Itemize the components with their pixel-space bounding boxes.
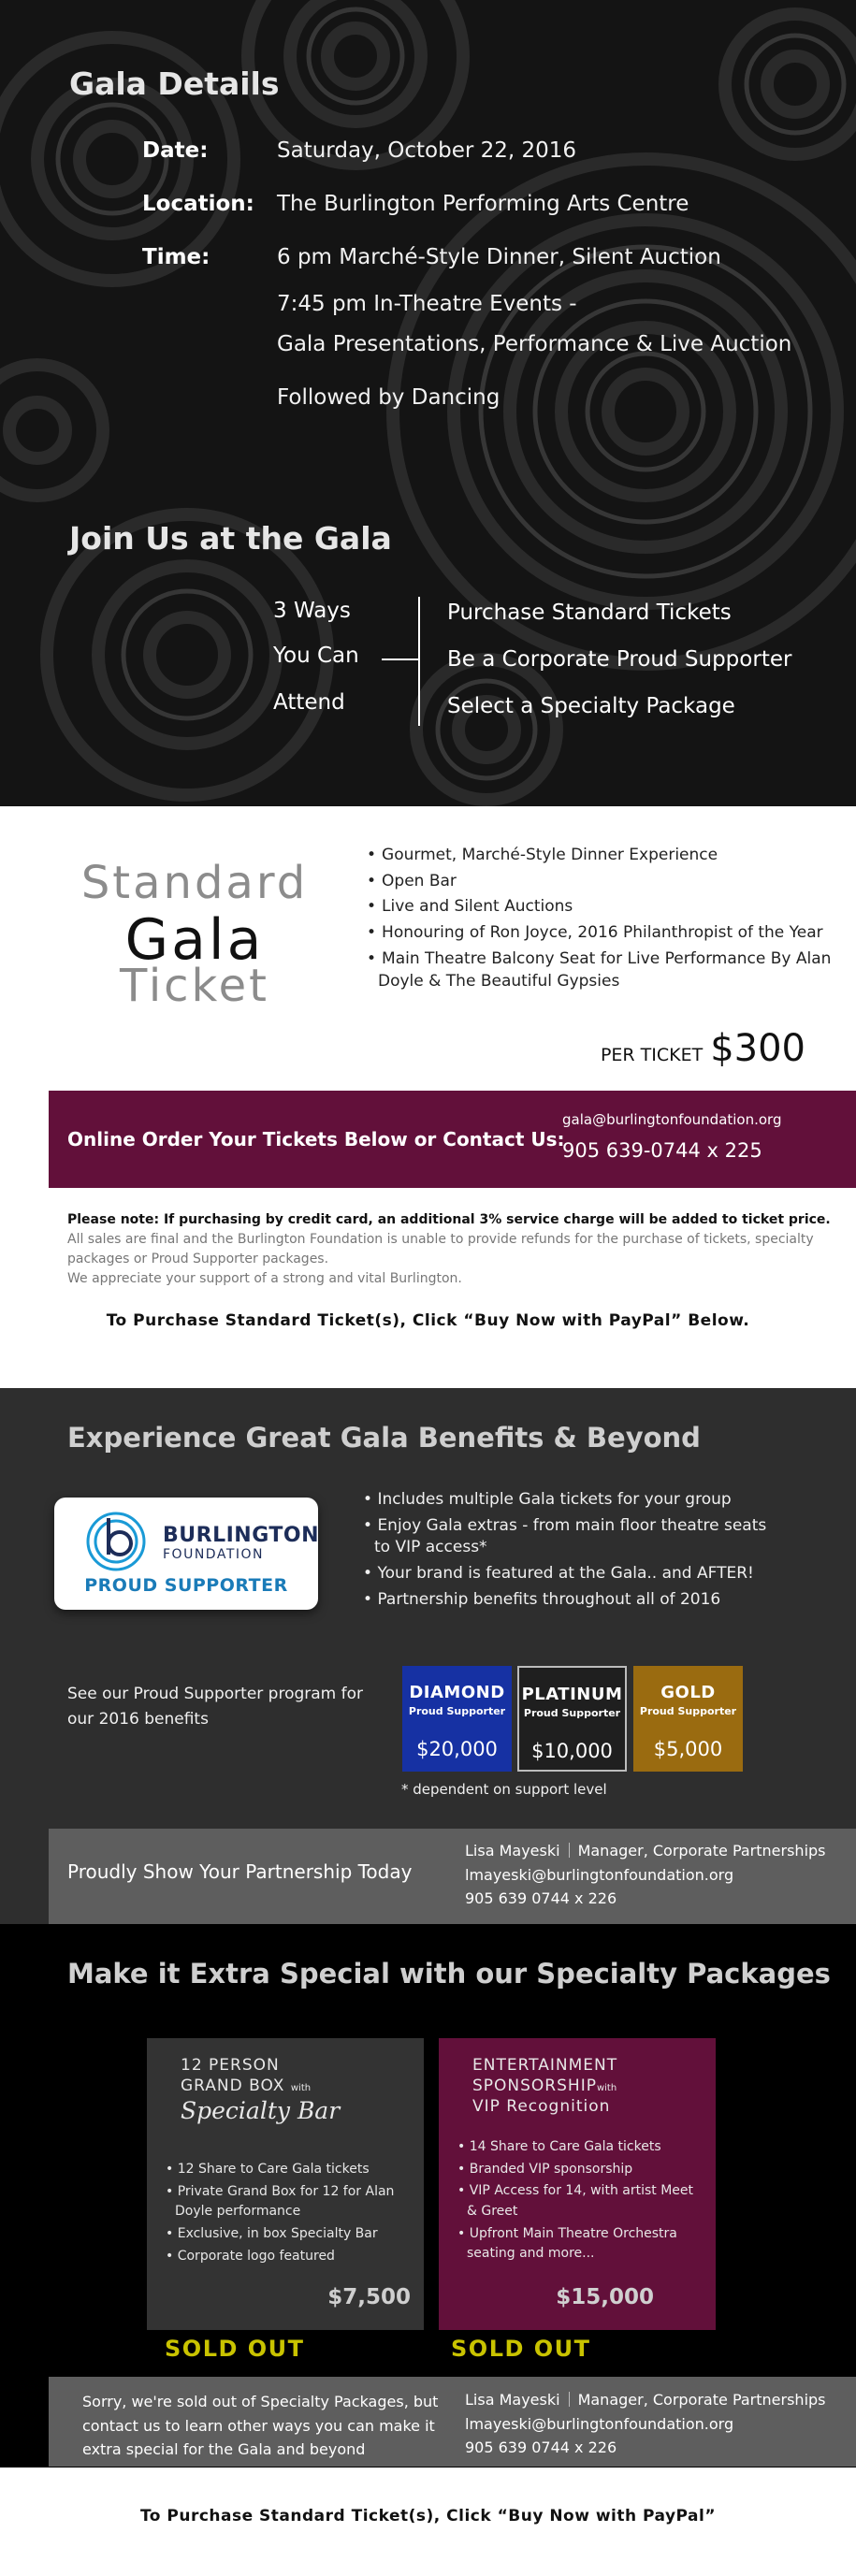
- connector-horizontal: [382, 658, 418, 660]
- list-item: • Your brand is featured at the Gala.. and AFTER!: [363, 1563, 754, 1583]
- purchase-instruction: To Purchase Standard Ticket(s), Click “Buy Now with PayPal” Below.: [106, 1311, 750, 1330]
- contact-name: Lisa Mayeski: [465, 2391, 560, 2409]
- package-entertainment: [439, 2038, 716, 2330]
- partnership-text: Proudly Show Your Partnership Today: [67, 1860, 413, 1883]
- package-price: $7,500: [327, 2285, 411, 2309]
- list-item: • Honouring of Ron Joyce, 2016 Philanthropist of the Year: [367, 922, 823, 942]
- contact-name: Lisa Mayeski: [465, 1842, 560, 1860]
- specialty-section: [0, 1924, 856, 2467]
- list-item: • Exclusive, in box Specialty Bar: [166, 2226, 378, 2242]
- specialty-title: Make it Extra Special with our Specialty Packages: [67, 1958, 831, 1990]
- list-item: • 12 Share to Care Gala tickets: [166, 2162, 370, 2177]
- standard-ticket-section: [0, 806, 856, 1388]
- tier-diamond[interactable]: [402, 1666, 512, 1772]
- time-line-4: Followed by Dancing: [277, 385, 501, 410]
- date-value: Saturday, October 22, 2016: [277, 138, 577, 163]
- price-value: $300: [710, 1027, 805, 1070]
- partnership-contact-bar: [49, 1829, 856, 1924]
- list-item: • Partnership benefits throughout all of 2016: [363, 1589, 721, 1609]
- time-line-1: 6 pm Marché-Style Dinner, Silent Auction: [277, 245, 721, 269]
- list-item: • Corporate logo featured: [166, 2248, 335, 2264]
- time-line-3: Gala Presentations, Performance & Live Auction: [277, 332, 792, 356]
- option-proud-supporter: Be a Corporate Proud Supporter: [447, 647, 792, 672]
- list-item: • Branded VIP sponsorship: [457, 2161, 633, 2177]
- tier-price: $5,000: [653, 1738, 723, 1760]
- tier-footnote: * dependent on support level: [401, 1781, 607, 1798]
- list-item: • Live and Silent Auctions: [367, 897, 573, 917]
- ticket-word-standard: Standard: [80, 857, 309, 909]
- ways-line-2: You Can: [273, 644, 359, 668]
- gala-phone: 905 639-0744 x 225: [562, 1139, 762, 1162]
- sold-out-badge-2: SOLD OUT: [451, 2336, 591, 2362]
- ticket-price: [601, 1027, 805, 1070]
- divider: [569, 2392, 570, 2407]
- package-price: $15,000: [556, 2285, 654, 2309]
- proud-supporter-logo: [54, 1498, 318, 1610]
- logo-name: BURLINGTON: [163, 1524, 319, 1547]
- time-line-2: 7:45 pm In-Theatre Events -: [277, 292, 577, 316]
- package-heading: ENTERTAINMENT SPONSORSHIPwith VIP Recognition: [472, 2056, 618, 2117]
- logo-subtitle: FOUNDATION: [163, 1547, 264, 1562]
- list-item: • Enjoy Gala extras - from main floor theatre seats to VIP access*: [363, 1515, 767, 1556]
- list-item: • Upfront Main Theatre Orchestra seating and more...: [457, 2225, 677, 2262]
- list-item: • VIP Access for 14, with artist Meet & Greet: [457, 2183, 694, 2220]
- tier-subtitle: Proud Supporter: [639, 1705, 737, 1717]
- order-text: Online Order Your Tickets Below or Contact Us:: [67, 1128, 565, 1151]
- contact-email-link[interactable]: lmayeski@burlingtonfoundation.org: [465, 2414, 734, 2433]
- contact-phone: 905 639 0744 x 226: [465, 2439, 617, 2457]
- option-specialty-package: Select a Specialty Package: [447, 694, 735, 718]
- tier-subtitle: Proud Supporter: [523, 1707, 621, 1719]
- list-item: • Includes multiple Gala tickets for your group: [363, 1490, 732, 1509]
- package-grand-box: [147, 2038, 424, 2330]
- location-value: The Burlington Performing Arts Centre: [277, 192, 689, 216]
- tier-price: $10,000: [531, 1740, 613, 1762]
- contact-block: [465, 2388, 826, 2460]
- contact-block: [465, 1839, 826, 1911]
- package-heading: 12 PERSON GRAND BOX with Specialty Bar: [181, 2056, 341, 2125]
- contact-email-link[interactable]: lmayeski@burlingtonfoundation.org: [465, 1865, 734, 1884]
- ticket-word-gala: Gala: [124, 907, 265, 973]
- specialty-contact-bar: [49, 2377, 856, 2467]
- list-item: • Main Theatre Balcony Seat for Live Performance By Alan Doyle & The Beautiful Gypsies: [367, 948, 832, 991]
- gala-details-title: Gala Details: [69, 65, 280, 102]
- location-label: Location:: [142, 192, 254, 216]
- purchase-instruction-footer: To Purchase Standard Ticket(s), Click “Buy Now with PayPal”: [139, 2507, 717, 2525]
- tier-name: DIAMOND: [409, 1683, 505, 1702]
- note-rest: All sales are final and the Burlington Foundation is unable to provide refunds for the purchase of tickets, specialty packages or Proud Supporter packages.: [67, 1232, 814, 1266]
- ticket-word-ticket: Ticket: [119, 960, 269, 1012]
- ticket-benefits-list: [367, 844, 844, 996]
- tier-price: $20,000: [416, 1738, 498, 1760]
- gala-details-section: [0, 0, 856, 806]
- list-item: • 14 Share to Care Gala tickets: [457, 2139, 661, 2154]
- list-item: • Gourmet, Marché-Style Dinner Experience: [367, 846, 718, 864]
- divider: [569, 1843, 570, 1858]
- gala-email-link[interactable]: gala@burlingtonfoundation.org: [562, 1111, 782, 1128]
- benefits-list: [363, 1489, 831, 1615]
- note-bold: Please note: If purchasing by credit card, an additional 3% service charge will be added to ticket price.: [67, 1212, 831, 1227]
- list-item: • Open Bar: [367, 871, 457, 890]
- option-standard-tickets: Purchase Standard Tickets: [447, 601, 732, 625]
- purchase-note: [67, 1210, 834, 1289]
- contact-title: Manager, Corporate Partnerships: [577, 1842, 826, 1860]
- ways-line-1: 3 Ways: [273, 599, 351, 623]
- join-title: Join Us at the Gala: [69, 520, 392, 557]
- benefits-title: Experience Great Gala Benefits & Beyond: [67, 1422, 701, 1454]
- package-items: [457, 2137, 705, 2266]
- date-label: Date:: [142, 138, 209, 163]
- logo-tagline: PROUD SUPPORTER: [84, 1575, 288, 1596]
- tier-platinum[interactable]: [517, 1666, 627, 1772]
- tier-name: PLATINUM: [521, 1685, 623, 1704]
- note-last: We appreciate your support of a strong and vital Burlington.: [67, 1271, 462, 1286]
- sold-out-badge-1: SOLD OUT: [165, 2336, 305, 2362]
- per-ticket-label: PER TICKET: [600, 1045, 704, 1065]
- burlington-foundation-b-icon: [84, 1511, 152, 1572]
- tier-subtitle: Proud Supporter: [408, 1705, 506, 1717]
- tier-name: GOLD: [660, 1683, 716, 1702]
- benefits-section: [0, 1388, 856, 1924]
- sold-out-message: Sorry, we're sold out of Specialty Packages, but contact us to learn other ways you can make it extra special for the Gala and beyond: [82, 2393, 439, 2459]
- package-items: [166, 2160, 413, 2268]
- tier-gold[interactable]: [633, 1666, 743, 1772]
- contact-title: Manager, Corporate Partnerships: [577, 2391, 826, 2409]
- footer-section: [0, 2467, 856, 2576]
- see-program-text: See our Proud Supporter program for our 2016 benefits: [67, 1685, 364, 1729]
- list-item: • Private Grand Box for 12 for Alan Doyle performance: [166, 2183, 395, 2220]
- ways-line-3: Attend: [273, 690, 345, 715]
- order-contact-bar: [49, 1091, 856, 1188]
- connector-vertical: [418, 597, 420, 726]
- contact-phone: 905 639 0744 x 226: [465, 1889, 617, 1908]
- time-label: Time:: [142, 245, 210, 269]
